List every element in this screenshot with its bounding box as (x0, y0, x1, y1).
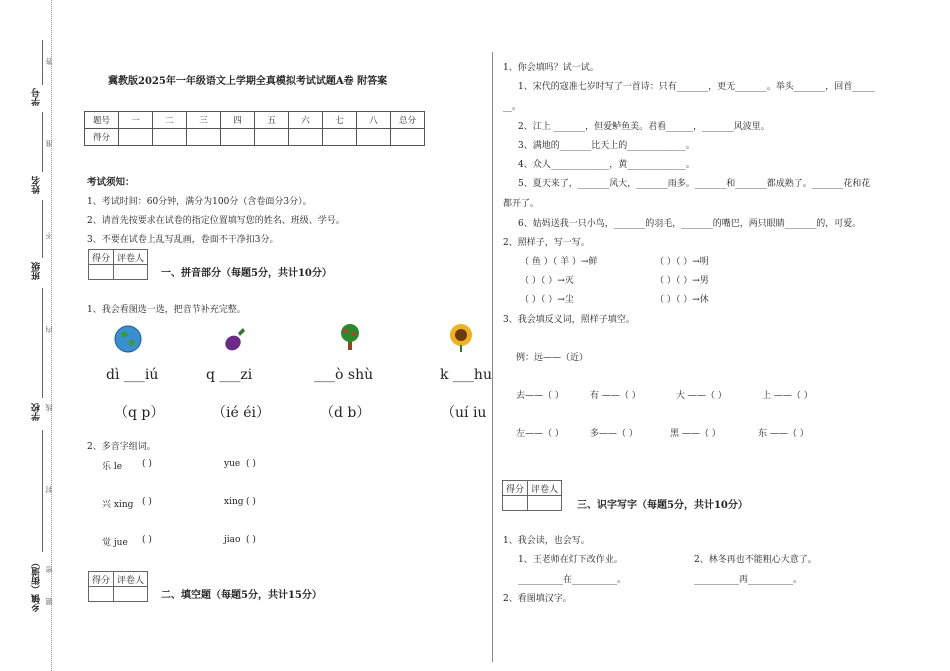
question-text: 3、我会填反义词，照样子填空。 (503, 315, 635, 325)
question-text: 1、我会看图选一选，把音节补充完整。 (87, 305, 246, 315)
antonym-blank[interactable]: 东 ——（ ） (758, 429, 809, 439)
grader-box (502, 480, 562, 511)
score-header: 二 (153, 112, 187, 129)
pinyin-choice: （q p） (114, 405, 165, 421)
pinyin-choice: （uí iu (441, 405, 487, 421)
score-cell[interactable] (323, 129, 357, 146)
score-header: 总分 (391, 112, 425, 129)
side-mark: 准 (45, 140, 53, 147)
antonym-blank[interactable]: 黑 ——（ ） (670, 429, 721, 439)
column-divider (492, 52, 493, 662)
globe-icon (113, 324, 143, 354)
side-label-banji: 班级 (32, 262, 42, 280)
fill-line: 4、众人_____________，黄_____________。 (518, 160, 695, 170)
antonym-blank[interactable]: 大 ——（ ） (676, 391, 727, 401)
side-line (42, 40, 43, 85)
pattern-item[interactable]: （ ）（ ）→休 (655, 295, 709, 305)
pinyin-choice: （ié éi） (212, 405, 270, 421)
answer-blank[interactable]: ( ) (142, 497, 152, 507)
antonym-blank[interactable]: 上 ——（ ） (762, 391, 813, 401)
side-mark: 答 (45, 58, 53, 65)
fill-line: 1、宋代的寇准七岁时写了一首诗：只有_______，更无_______。举头_______，回首_____ (518, 82, 875, 92)
score-header: 六 (289, 112, 323, 129)
question-text: 1、你会填吗？试一试。 (503, 63, 599, 73)
score-row-label: 得分 (85, 129, 119, 146)
score-header: 四 (221, 112, 255, 129)
grader-box (88, 249, 148, 280)
notice-item: 3、不要在试卷上乱写乱画，卷面不干净扣3分。 (87, 235, 279, 245)
notice-item: 1、考试时间：60分钟，满分为100分（含卷面分3分）。 (87, 197, 312, 207)
score-header: 五 (255, 112, 289, 129)
grader-reviewer-label: 评卷人 (114, 572, 148, 587)
fill-line: 2、江上 _______，但爱鲈鱼美。君看______，_______风波里。 (518, 122, 770, 132)
page-title: 冀教版2025年一年级语文上学期全真模拟考试试题A卷 附答案 (108, 76, 388, 87)
section-1-title: 一、拼音部分（每题5分，共计10分） (161, 268, 332, 279)
score-cell[interactable] (357, 129, 391, 146)
pattern-item[interactable]: （ ）（ ）→明 (655, 257, 709, 267)
pinyin-item: dì ___iú (106, 367, 159, 383)
antonym-example: 例：远——（近） (516, 353, 589, 363)
pinyin-choice: （d b） (320, 405, 371, 421)
pinyin-item: k ___hu (440, 367, 492, 383)
grader-score-cell[interactable] (89, 265, 114, 280)
section-2-title: 二、填空题（每题5分，共计15分） (161, 590, 322, 601)
notice-heading: 考试须知： (87, 177, 135, 188)
grader-score-label: 得分 (89, 572, 114, 587)
grader-box (88, 571, 148, 602)
fill-line: __。 (503, 102, 522, 112)
fill-line: 5、夏天来了，_______风大，_______雨多。_______和_______都成熟了。_______花和花 (518, 179, 871, 189)
score-header: 题号 (85, 112, 119, 129)
question-text: 2、多音字组词。 (87, 442, 156, 452)
sunflower-icon (446, 322, 476, 352)
answer-blank[interactable]: ( ) (246, 535, 256, 545)
score-header: 七 (323, 112, 357, 129)
antonym-blank[interactable]: 左——（ ） (516, 429, 564, 439)
grader-reviewer-label: 评卷人 (114, 250, 148, 265)
pattern-item[interactable]: （ ）（ ）→男 (655, 276, 709, 286)
score-cell[interactable] (119, 129, 153, 146)
score-cell[interactable] (391, 129, 425, 146)
eggplant-icon (221, 324, 251, 354)
grader-score-label: 得分 (89, 250, 114, 265)
score-header: 三 (187, 112, 221, 129)
pattern-item[interactable]: （ ）（ ）→灭 (520, 276, 574, 286)
polyphone-reading: xing (224, 497, 244, 507)
question-text: 2、看图填汉字。 (503, 594, 572, 604)
grader-score-label: 得分 (503, 481, 528, 496)
sentence-blank[interactable]: __________再__________。 (694, 575, 803, 585)
notice-item: 2、请首先按要求在试卷的指定位置填写您的姓名、班级、学号。 (87, 216, 345, 226)
side-mark: 封 (45, 486, 53, 493)
polyphone-reading: yue (224, 459, 241, 469)
grader-score-cell[interactable] (503, 496, 528, 511)
antonym-blank[interactable]: 去——（ ） (516, 391, 564, 401)
grader-reviewer-cell[interactable] (114, 265, 148, 280)
tree-icon (335, 322, 365, 352)
pattern-item: （ 鱼 ）（ 羊 ）→鲜 (520, 257, 598, 267)
polyphone-word: 兴 xing (102, 500, 134, 510)
side-mark: 题 (45, 598, 53, 605)
sentence: 2、林冬再也不能粗心大意了。 (694, 555, 817, 565)
question-text: 1、我会读，也会写。 (503, 536, 590, 546)
side-mark: 不 (45, 232, 53, 239)
side-mark: 密 (45, 566, 53, 573)
answer-blank[interactable]: ( ) (246, 497, 256, 507)
fill-line: 都开了。 (503, 199, 540, 209)
answer-blank[interactable]: ( ) (142, 535, 152, 545)
side-mark: 内 (45, 326, 53, 333)
antonym-blank[interactable]: 多——（ ） (590, 429, 638, 439)
score-cell[interactable] (221, 129, 255, 146)
side-line (42, 200, 43, 258)
side-label-xingming: 姓名 (32, 176, 42, 194)
answer-blank[interactable]: ( ) (246, 459, 256, 469)
score-header: 一 (119, 112, 153, 129)
side-label-xuehao: 学号 (32, 88, 42, 106)
polyphone-word: 觉 jue (102, 538, 128, 548)
score-cell[interactable] (187, 129, 221, 146)
score-cell[interactable] (255, 129, 289, 146)
sentence-blank[interactable]: __________在__________。 (518, 575, 627, 585)
side-label-xiangzhen: 乡镇（街道） (32, 558, 42, 612)
grader-reviewer-label: 评卷人 (528, 481, 562, 496)
antonym-blank[interactable]: 有 ——（ ） (590, 391, 641, 401)
pattern-item[interactable]: （ ）（ ）→尘 (520, 295, 574, 305)
score-header: 八 (357, 112, 391, 129)
grader-reviewer-cell[interactable] (528, 496, 562, 511)
question-text: 2、照样子，写一写。 (503, 238, 590, 248)
section-3-title: 三、识字写字（每题5分，共计10分） (577, 500, 748, 511)
score-table (84, 111, 425, 146)
answer-blank[interactable]: ( ) (142, 459, 152, 469)
polyphone-reading: jiao (224, 535, 241, 545)
pinyin-item: ___ò shù (314, 367, 374, 383)
polyphone-word: 乐 le (102, 462, 123, 472)
grader-reviewer-cell[interactable] (114, 587, 148, 602)
side-line (42, 112, 43, 172)
side-line (42, 288, 43, 398)
pinyin-item: q ___zi (206, 367, 253, 383)
grader-score-cell[interactable] (89, 587, 114, 602)
side-line (42, 430, 43, 552)
score-cell[interactable] (153, 129, 187, 146)
sentence: 1、王老师在灯下改作业。 (518, 555, 623, 565)
fill-line: 3、满地的_______比天上的_____________。 (518, 141, 695, 151)
fill-line: 6、姑妈送我一只小鸟，_______的羽毛，_______的嘴巴，两只眼睛_______的，可爱。 (518, 219, 862, 229)
side-mark: 线 (45, 404, 53, 411)
side-label-xuexiao: 学校 (32, 403, 42, 421)
score-cell[interactable] (289, 129, 323, 146)
